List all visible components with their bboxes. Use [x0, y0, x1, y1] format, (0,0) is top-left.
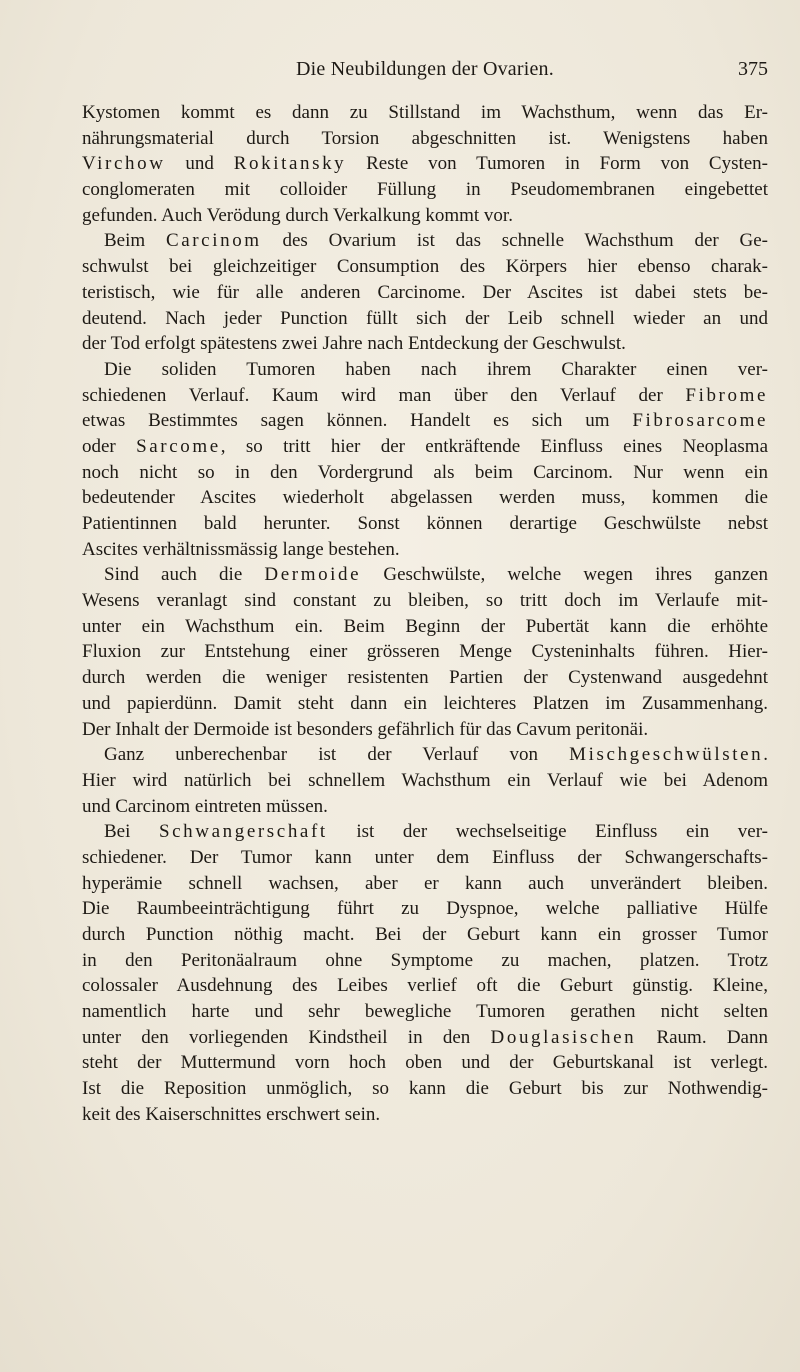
text-segment: schiedenen Verlauf. Kaum wird man über den Verlauf der [82, 384, 686, 406]
text-line [82, 537, 768, 563]
text-line [82, 691, 768, 717]
text-segment: colossaler Ausdehnung des Leibes verlief oft die Geburt günstig. Kleine, [82, 975, 768, 997]
text-segment: Raum. Dann [636, 1026, 768, 1048]
text-line [82, 768, 768, 794]
page-number: 375 [738, 58, 768, 80]
text-segment: etwas Bestimmtes sagen können. Handelt es sich um [82, 410, 633, 432]
text-segment: unter den vorliegenden Kindstheil in den [82, 1026, 491, 1048]
text-segment: in den Peritonäalraum ohne Symptome zu machen, platzen. Trotz [82, 949, 768, 971]
text-line [82, 408, 768, 434]
text-segment: hyperämie schnell wachsen, aber er kann auch unverändert bleiben. [82, 872, 768, 894]
text-line [82, 871, 768, 897]
spaced-name: Virchow [82, 153, 166, 175]
paragraph [82, 357, 768, 563]
text-line [82, 819, 768, 845]
text-line [82, 100, 768, 126]
text-segment: schwulst bei gleichzeitiger Consumption des Körpers hier ebenso charak- [82, 256, 768, 278]
text-line [82, 742, 768, 768]
text-line [82, 1025, 768, 1051]
text-segment: Fluxion zur Entstehung einer grösseren Menge Cysteninhalts führen. Hier- [82, 641, 768, 663]
body-text [82, 100, 768, 1128]
text-line [82, 845, 768, 871]
text-segment: ist der wechselseitige Einfluss ein ver- [327, 821, 768, 843]
running-title: Die Neubildungen der Ovarien. [296, 58, 554, 80]
text-segment: durch Punction nöthig macht. Bei der Geburt kann ein grosser Tumor [82, 924, 768, 945]
spaced-name: Dermoide [264, 564, 362, 586]
spaced-name: Carcinom [165, 230, 262, 252]
text-segment: Ascites verhältnissmässig lange bestehen. [82, 538, 400, 560]
text-line [82, 1076, 768, 1102]
running-header [82, 58, 768, 86]
text-segment: Beim [104, 230, 166, 252]
text-line [82, 203, 768, 229]
spaced-name: Fibrome [685, 384, 768, 406]
spaced-name: Sarcome [136, 435, 221, 457]
text-segment: oder [82, 435, 137, 457]
text-segment: Der Inhalt der Dermoide ist besonders gefährlich für das Cavum peritonäi. [82, 718, 649, 740]
text-segment: bedeutender Ascites wiederholt abgelassen werden muss, kommen die [82, 487, 768, 509]
text-segment: Kystomen kommt es dann zu Stillstand im Wachsthum, wenn das Er- [82, 102, 768, 123]
text-segment: und [165, 153, 234, 175]
spaced-name: Schwangerschaft [158, 821, 328, 843]
text-segment: Ist die Reposition unmöglich, so kann die Geburt bis zur Nothwendig- [82, 1078, 768, 1100]
text-line [82, 614, 768, 640]
text-segment: noch nicht so in den Vordergrund als beim Carcinom. Nur wenn ein [82, 461, 768, 483]
text-line [82, 948, 768, 974]
text-segment: nährungsmaterial durch Torsion abgeschnitten ist. Wenigstens haben [82, 127, 768, 149]
text-line [82, 717, 768, 743]
text-line [82, 306, 768, 332]
text-line [82, 434, 768, 460]
text-line [82, 999, 768, 1025]
text-line [82, 973, 768, 999]
text-segment: keit des Kaiserschnittes erschwert sein. [82, 1103, 381, 1125]
text-segment: . [763, 744, 768, 766]
text-segment: Sind auch die [104, 564, 265, 586]
paragraph [82, 228, 768, 356]
paragraph [82, 100, 768, 228]
text-line [82, 331, 768, 357]
text-segment: namentlich harte und sehr bewegliche Tumoren gerathen nicht selten [82, 1001, 768, 1023]
text-segment: Wesens veranlagt sind constant zu bleiben, so tritt doch im Verlaufe mit- [82, 590, 768, 612]
text-segment: Bei [104, 821, 159, 843]
text-line [82, 511, 768, 537]
spaced-name: Fibrosarcome [632, 410, 768, 432]
text-segment: und Carcinom eintreten müssen. [82, 795, 328, 817]
text-line [82, 460, 768, 486]
text-segment: schiedener. Der Tumor kann unter dem Einfluss der Schwangerschafts- [82, 846, 768, 868]
text-segment: , so tritt hier der entkräftende Einfluss eines Neoplasma [220, 435, 768, 457]
text-line [82, 1050, 768, 1076]
text-line [82, 383, 768, 409]
paragraph [82, 562, 768, 742]
text-line [82, 639, 768, 665]
text-segment: Ganz unberechenbar ist der Verlauf von [104, 744, 570, 766]
text-segment: conglomeraten mit colloider Füllung in Pseudomembranen eingebettet [82, 179, 768, 201]
text-line [82, 922, 768, 948]
text-segment: steht der Muttermund vorn hoch oben und der Geburtskanal ist verlegt. [82, 1052, 768, 1074]
text-line [82, 665, 768, 691]
text-segment: Geschwülste, welche wegen ihres ganzen [361, 564, 768, 586]
spaced-name: Rokitansky [233, 153, 347, 175]
text-segment: durch werden die weniger resistenten Partien der Cystenwand ausgedehnt [82, 667, 768, 689]
paragraph [82, 819, 768, 1127]
text-segment: Reste von Tumoren in Form von Cysten- [346, 153, 768, 175]
text-line [82, 896, 768, 922]
text-line [82, 151, 768, 177]
text-segment: Patientinnen bald herunter. Sonst können derartige Geschwülste nebst [82, 513, 768, 534]
text-segment: des Ovarium ist das schnelle Wachsthum der Ge- [261, 230, 768, 252]
text-segment: gefunden. Auch Verödung durch Verkalkung kommt vor. [82, 204, 513, 226]
text-segment: Die soliden Tumoren haben nach ihrem Charakter einen ver- [104, 358, 768, 380]
spaced-name: Douglasischen [490, 1026, 637, 1048]
paragraph [82, 742, 768, 819]
text-line [82, 357, 768, 383]
text-segment: und papierdünn. Damit steht dann ein leichteres Platzen im Zusammenhang. [82, 692, 768, 714]
text-line [82, 177, 768, 203]
text-line [82, 794, 768, 820]
text-segment: der Tod erfolgt spätestens zwei Jahre nach Entdeckung der Geschwulst. [82, 333, 626, 355]
text-segment: Hier wird natürlich bei schnellem Wachsthum ein Verlauf wie bei Adenom [82, 769, 768, 791]
text-segment: unter ein Wachsthum ein. Beim Beginn der Pubertät kann die erhöhte [82, 615, 768, 637]
text-line [82, 126, 768, 152]
text-segment: Die Raumbeeinträchtigung führt zu Dyspnoe, welche palliative Hülfe [82, 898, 768, 920]
text-line [82, 485, 768, 511]
text-segment: teristisch, wie für alle anderen Carcinome. Der Ascites ist dabei stets be- [82, 281, 768, 303]
spaced-name: Mischgeschwülsten [569, 744, 764, 766]
text-line [82, 1102, 768, 1128]
text-line [82, 228, 768, 254]
text-line [82, 280, 768, 306]
text-segment: deutend. Nach jeder Punction füllt sich der Leib schnell wieder an und [82, 307, 768, 329]
text-line [82, 254, 768, 280]
text-line [82, 588, 768, 614]
text-line [82, 562, 768, 588]
